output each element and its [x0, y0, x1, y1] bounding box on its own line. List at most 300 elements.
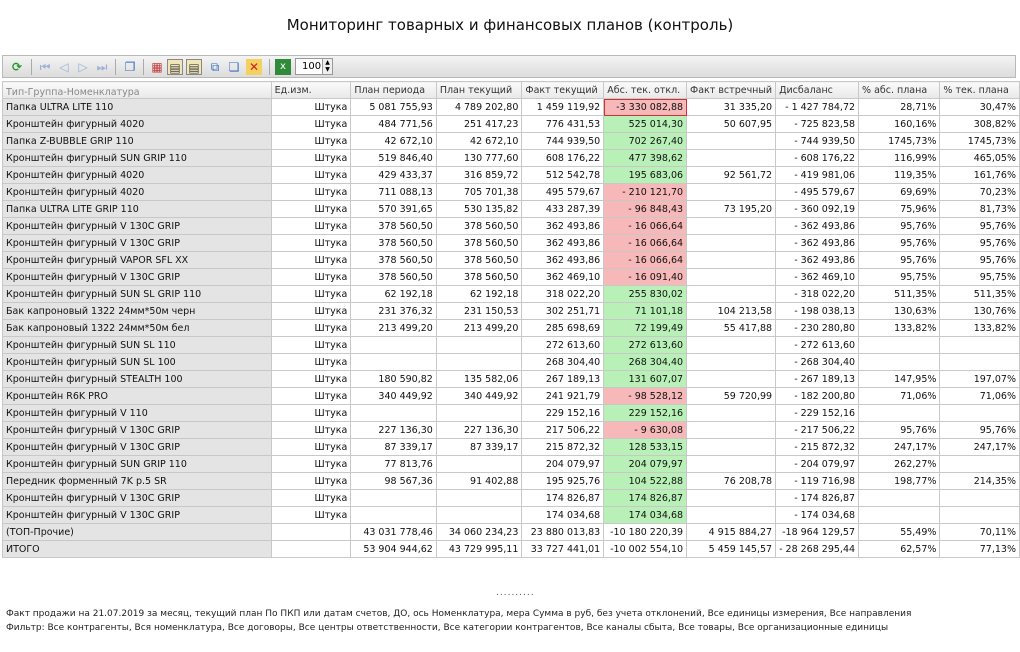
pct-abs-plan-cell — [859, 354, 940, 371]
plan-period-cell: 378 560,50 — [351, 252, 436, 269]
pct-abs-plan-cell: 130,63% — [859, 303, 940, 320]
fact-current-cell: 608 176,22 — [522, 150, 604, 167]
plan-period-cell: 378 560,50 — [351, 218, 436, 235]
pct-cur-plan-cell: 95,76% — [940, 218, 1020, 235]
pct-abs-plan-cell: 28,71% — [859, 99, 940, 116]
pct-abs-plan-cell: 95,76% — [859, 422, 940, 439]
imbalance-cell: - 362 469,10 — [776, 269, 859, 286]
pct-cur-plan-cell: 133,82% — [940, 320, 1020, 337]
toolbar — [2, 55, 1016, 78]
pct-abs-plan-cell: 75,96% — [859, 201, 940, 218]
fact-current-cell: 362 493,86 — [522, 218, 604, 235]
fact-current-cell: 241 921,79 — [522, 388, 604, 405]
plan-current-cell: 43 729 995,11 — [436, 541, 522, 558]
abs-deviation-cell: 174 826,87 — [604, 490, 687, 507]
imbalance-cell: - 204 079,97 — [776, 456, 859, 473]
table-row[interactable] — [3, 286, 1020, 303]
unit-cell: Штука — [271, 303, 351, 320]
unit-cell: Штука — [271, 422, 351, 439]
fact-current-cell: 318 022,20 — [522, 286, 604, 303]
plan-period-cell: 213 499,20 — [351, 320, 436, 337]
unit-cell: Штука — [271, 235, 351, 252]
fact-counter-cell — [687, 507, 776, 524]
print-icon[interactable]: ▤ — [186, 59, 202, 75]
pct-cur-plan-cell: 130,76% — [940, 303, 1020, 320]
imbalance-cell: - 198 038,13 — [776, 303, 859, 320]
fact-counter-cell: 31 335,20 — [687, 99, 776, 116]
fact-current-cell: 174 034,68 — [522, 507, 604, 524]
plan-period-cell: 87 339,17 — [351, 439, 436, 456]
plan-period-cell: 711 088,13 — [351, 184, 436, 201]
imbalance-cell: - 267 189,13 — [776, 371, 859, 388]
unit-cell: Штука — [271, 354, 351, 371]
imbalance-cell: - 362 493,86 — [776, 218, 859, 235]
pct-cur-plan-cell: 77,13% — [940, 541, 1020, 558]
item-name-cell: ИТОГО — [3, 541, 272, 558]
table-row[interactable] — [3, 235, 1020, 252]
unit-cell — [271, 541, 351, 558]
next-page-icon[interactable]: ▷ — [78, 60, 88, 74]
pct-abs-plan-cell: 95,76% — [859, 218, 940, 235]
imbalance-cell: - 1 427 784,72 — [776, 99, 859, 116]
more-indicator: .......... — [496, 588, 535, 598]
fact-counter-cell — [687, 405, 776, 422]
plan-period-cell: 180 590,82 — [351, 371, 436, 388]
imbalance-cell: - 362 493,86 — [776, 252, 859, 269]
table-row[interactable] — [3, 167, 1020, 184]
abs-deviation-cell: - 98 528,12 — [604, 388, 687, 405]
fact-counter-cell: 55 417,88 — [687, 320, 776, 337]
fact-counter-cell — [687, 439, 776, 456]
column-header[interactable]: % тек. плана — [940, 82, 1020, 99]
plan-current-cell — [436, 507, 522, 524]
table-row[interactable] — [3, 507, 1020, 524]
item-name-cell: Кронштейн фигурный SUN SL 100 — [3, 354, 272, 371]
fact-counter-cell: 104 213,58 — [687, 303, 776, 320]
fact-counter-cell: 5 459 145,57 — [687, 541, 776, 558]
plan-period-cell: 98 567,36 — [351, 473, 436, 490]
fact-current-cell: 362 469,10 — [522, 269, 604, 286]
table-row[interactable] — [3, 133, 1020, 150]
pct-cur-plan-cell: 71,06% — [940, 388, 1020, 405]
fact-counter-cell — [687, 133, 776, 150]
fact-counter-cell — [687, 235, 776, 252]
pct-abs-plan-cell — [859, 490, 940, 507]
plan-period-cell: 570 391,65 — [351, 201, 436, 218]
fact-counter-cell: 92 561,72 — [687, 167, 776, 184]
fact-current-cell: 23 880 013,83 — [522, 524, 604, 541]
plan-current-cell: 42 672,10 — [436, 133, 522, 150]
imbalance-cell: - 28 268 295,44 — [776, 541, 859, 558]
pct-abs-plan-cell: 95,76% — [859, 252, 940, 269]
imbalance-cell: - 360 092,19 — [776, 201, 859, 218]
table-row[interactable] — [3, 252, 1020, 269]
table-row[interactable] — [3, 388, 1020, 405]
unit-cell: Штука — [271, 439, 351, 456]
pct-cur-plan-cell: 30,47% — [940, 99, 1020, 116]
window-icon[interactable]: ❏ — [228, 60, 240, 74]
table-row[interactable] — [3, 337, 1020, 354]
fact-current-cell: 267 189,13 — [522, 371, 604, 388]
table-row[interactable] — [3, 371, 1020, 388]
pct-abs-plan-cell: 55,49% — [859, 524, 940, 541]
item-name-cell: Кронштейн фигурный V 130C GRIP — [3, 439, 272, 456]
plan-period-cell: 53 904 944,62 — [351, 541, 436, 558]
plan-current-cell: 340 449,92 — [436, 388, 522, 405]
table-row[interactable] — [3, 201, 1020, 218]
column-header[interactable]: Факт встречный — [687, 82, 776, 99]
table-row[interactable] — [3, 439, 1020, 456]
plan-period-cell: 378 560,50 — [351, 235, 436, 252]
abs-deviation-cell: 255 830,02 — [604, 286, 687, 303]
plan-period-cell: 77 813,76 — [351, 456, 436, 473]
unit-cell: Штука — [271, 456, 351, 473]
pct-cur-plan-cell: 95,76% — [940, 235, 1020, 252]
plan-period-cell: 340 449,92 — [351, 388, 436, 405]
footer-description: Факт продажи на 21.07.2019 за месяц, текущий план По ПКП или датам счетов, ДО, ось Номенклатура, мера Сумма в руб, без учета отклонений, Все единицы измерения, Все направления — [6, 609, 912, 619]
abs-deviation-cell: 104 522,88 — [604, 473, 687, 490]
plan-current-cell: 231 150,53 — [436, 303, 522, 320]
pct-abs-plan-cell: 119,35% — [859, 167, 940, 184]
excel-icon[interactable]: x — [275, 59, 291, 75]
abs-deviation-cell: - 9 630,08 — [604, 422, 687, 439]
pct-cur-plan-cell — [940, 490, 1020, 507]
pct-cur-plan-cell: 161,76% — [940, 167, 1020, 184]
unit-cell: Штука — [271, 473, 351, 490]
unit-cell: Штука — [271, 286, 351, 303]
fact-current-cell: 272 613,60 — [522, 337, 604, 354]
unit-cell: Штука — [271, 490, 351, 507]
item-name-cell: Кронштейн фигурный SUN GRIP 110 — [3, 456, 272, 473]
pct-cur-plan-cell: 70,23% — [940, 184, 1020, 201]
imbalance-cell: - 318 022,20 — [776, 286, 859, 303]
plan-current-cell: 87 339,17 — [436, 439, 522, 456]
header-row — [3, 82, 1020, 99]
item-name-cell: Кронштейн фигурный SUN SL GRIP 110 — [3, 286, 272, 303]
imbalance-cell: - 272 613,60 — [776, 337, 859, 354]
unit-cell: Штука — [271, 218, 351, 235]
imbalance-cell: - 495 579,67 — [776, 184, 859, 201]
fact-current-cell: 433 287,39 — [522, 201, 604, 218]
item-name-cell: Кронштейн фигурный V 130C GRIP — [3, 218, 272, 235]
plan-current-cell: 378 560,50 — [436, 235, 522, 252]
fact-counter-cell — [687, 337, 776, 354]
fact-counter-cell — [687, 150, 776, 167]
toolbar-separator — [31, 59, 32, 75]
fact-current-cell: 744 939,50 — [522, 133, 604, 150]
fact-counter-cell — [687, 269, 776, 286]
plan-current-cell: 130 777,60 — [436, 150, 522, 167]
imbalance-cell: - 215 872,32 — [776, 439, 859, 456]
item-name-cell: Кронштейн фигурный VAPOR SFL XX — [3, 252, 272, 269]
column-header[interactable]: % абс. плана — [859, 82, 940, 99]
plan-period-cell: 227 136,30 — [351, 422, 436, 439]
abs-deviation-cell: 174 034,68 — [604, 507, 687, 524]
imbalance-cell: - 119 716,98 — [776, 473, 859, 490]
item-name-cell: Бак капроновый 1322 24мм*50м черн — [3, 303, 272, 320]
total-row[interactable] — [3, 541, 1020, 558]
abs-deviation-cell: 272 613,60 — [604, 337, 687, 354]
fact-counter-cell: 50 607,95 — [687, 116, 776, 133]
fact-counter-cell: 73 195,20 — [687, 201, 776, 218]
column-header[interactable]: Дисбаланс — [776, 82, 859, 99]
fact-current-cell: 285 698,69 — [522, 320, 604, 337]
abs-deviation-cell: 71 101,18 — [604, 303, 687, 320]
fact-current-cell: 33 727 441,01 — [522, 541, 604, 558]
abs-deviation-cell: 204 079,97 — [604, 456, 687, 473]
plan-current-cell: 378 560,50 — [436, 269, 522, 286]
item-name-cell: Кронштейн фигурный SUN GRIP 110 — [3, 150, 272, 167]
column-header[interactable]: Абс. тек. откл. — [604, 82, 687, 99]
plan-period-cell: 231 376,32 — [351, 303, 436, 320]
item-name-cell: Кронштейн фигурный STEALTH 100 — [3, 371, 272, 388]
item-name-cell: Бак капроновый 1322 24мм*50м бел — [3, 320, 272, 337]
imbalance-cell: - 725 823,58 — [776, 116, 859, 133]
pct-cur-plan-cell: 197,07% — [940, 371, 1020, 388]
plan-current-cell: 91 402,88 — [436, 473, 522, 490]
item-name-cell: Кронштейн фигурный V 130C GRIP — [3, 507, 272, 524]
plan-current-cell: 213 499,20 — [436, 320, 522, 337]
table-row[interactable] — [3, 354, 1020, 371]
table-row[interactable] — [3, 150, 1020, 167]
abs-deviation-cell: - 16 066,64 — [604, 235, 687, 252]
imbalance-cell: - 230 280,80 — [776, 320, 859, 337]
pct-cur-plan-cell: 81,73% — [940, 201, 1020, 218]
abs-deviation-cell: - 96 848,43 — [604, 201, 687, 218]
fact-counter-cell — [687, 286, 776, 303]
item-name-cell: Кронштейн фигурный V 130C GRIP — [3, 269, 272, 286]
pct-cur-plan-cell: 1745,73% — [940, 133, 1020, 150]
plan-period-cell — [351, 507, 436, 524]
fact-current-cell: 217 506,22 — [522, 422, 604, 439]
fact-counter-cell — [687, 490, 776, 507]
abs-deviation-cell: 128 533,15 — [604, 439, 687, 456]
fact-current-cell: 229 152,16 — [522, 405, 604, 422]
table-row[interactable] — [3, 473, 1020, 490]
prev-page-icon[interactable]: ◁ — [59, 60, 69, 74]
pct-cur-plan-cell: 95,76% — [940, 252, 1020, 269]
unit-cell: Штука — [271, 133, 351, 150]
pct-cur-plan-cell — [940, 456, 1020, 473]
item-name-cell: Папка ULTRA LITE GRIP 110 — [3, 201, 272, 218]
abs-deviation-cell: - 16 091,40 — [604, 269, 687, 286]
fact-counter-cell — [687, 456, 776, 473]
plan-period-cell — [351, 490, 436, 507]
fact-current-cell: 1 459 119,92 — [522, 99, 604, 116]
refresh-icon[interactable]: ⟳ — [11, 60, 23, 74]
unit-cell: Штука — [271, 405, 351, 422]
pct-cur-plan-cell: 95,76% — [940, 422, 1020, 439]
pct-cur-plan-cell: 465,05% — [940, 150, 1020, 167]
fact-counter-cell — [687, 371, 776, 388]
plan-current-cell: 62 192,18 — [436, 286, 522, 303]
fact-counter-cell: 4 915 884,27 — [687, 524, 776, 541]
item-name-cell: Кронштейн фигурный V 130C GRIP — [3, 235, 272, 252]
copy-icon[interactable]: ❐ — [124, 60, 136, 74]
unit-cell: Штука — [271, 388, 351, 405]
imbalance-cell: - 268 304,40 — [776, 354, 859, 371]
pct-abs-plan-cell — [859, 337, 940, 354]
abs-deviation-cell: 195 683,06 — [604, 167, 687, 184]
abs-deviation-cell: 477 398,62 — [604, 150, 687, 167]
pct-abs-plan-cell: 95,75% — [859, 269, 940, 286]
fact-current-cell: 362 493,86 — [522, 235, 604, 252]
unit-cell: Штука — [271, 116, 351, 133]
abs-deviation-cell: - 16 066,64 — [604, 218, 687, 235]
fact-counter-cell: 76 208,78 — [687, 473, 776, 490]
item-name-cell: (ТОП-Прочие) — [3, 524, 272, 541]
unit-cell: Штука — [271, 150, 351, 167]
fact-current-cell: 268 304,40 — [522, 354, 604, 371]
abs-deviation-cell: 229 152,16 — [604, 405, 687, 422]
pct-abs-plan-cell: 147,95% — [859, 371, 940, 388]
imbalance-cell: - 182 200,80 — [776, 388, 859, 405]
item-name-cell: Папка ULTRA LITE 110 — [3, 99, 272, 116]
table-row[interactable] — [3, 303, 1020, 320]
pct-cur-plan-cell: 247,17% — [940, 439, 1020, 456]
zoom-value: 100 — [302, 61, 322, 72]
page-title: Мониторинг товарных и финансовых планов (контроль) — [286, 16, 734, 34]
unit-cell: Штука — [271, 371, 351, 388]
table-row[interactable] — [3, 490, 1020, 507]
zoom-input[interactable] — [295, 58, 333, 75]
item-name-cell: Кронштейн фигурный V 130C GRIP — [3, 490, 272, 507]
abs-deviation-cell: 268 304,40 — [604, 354, 687, 371]
abs-deviation-cell: 131 607,07 — [604, 371, 687, 388]
print-preview-icon[interactable]: ▤ — [167, 59, 183, 75]
table-row[interactable] — [3, 218, 1020, 235]
item-name-cell: Кронштейн R6K PRO — [3, 388, 272, 405]
plan-current-cell — [436, 337, 522, 354]
abs-deviation-cell: - 210 121,70 — [604, 184, 687, 201]
imbalance-cell: - 744 939,50 — [776, 133, 859, 150]
pct-abs-plan-cell: 116,99% — [859, 150, 940, 167]
unit-cell: Штука — [271, 99, 351, 116]
fact-counter-cell: 59 720,99 — [687, 388, 776, 405]
footer-filter: Фильтр: Все контрагенты, Вся номенклатура, Все договоры, Все центры ответственности, Все категории контрагентов, Все каналы сбыта, Все товары, Все организационные единицы — [6, 623, 889, 633]
item-name-cell: Кронштейн фигурный SUN SL 110 — [3, 337, 272, 354]
toolbar-separator — [269, 59, 270, 75]
plan-current-cell: 34 060 234,23 — [436, 524, 522, 541]
item-name-cell: Кронштейн фигурный 4020 — [3, 116, 272, 133]
pct-abs-plan-cell: 198,77% — [859, 473, 940, 490]
imbalance-cell: - 362 493,86 — [776, 235, 859, 252]
column-header[interactable]: План периода — [351, 82, 436, 99]
fact-counter-cell — [687, 354, 776, 371]
pct-abs-plan-cell: 133,82% — [859, 320, 940, 337]
fact-current-cell: 776 431,53 — [522, 116, 604, 133]
plan-current-cell: 135 582,06 — [436, 371, 522, 388]
item-name-cell: Папка Z-BUBBLE GRIP 110 — [3, 133, 272, 150]
column-header[interactable]: План текущий — [436, 82, 522, 99]
fact-current-cell: 495 579,67 — [522, 184, 604, 201]
pct-abs-plan-cell: 95,76% — [859, 235, 940, 252]
table-row[interactable] — [3, 456, 1020, 473]
pct-abs-plan-cell: 511,35% — [859, 286, 940, 303]
table-row[interactable] — [3, 99, 1020, 116]
data-grid — [2, 81, 1020, 558]
item-name-cell: Передник форменный 7K p.5 SR — [3, 473, 272, 490]
pct-cur-plan-cell — [940, 337, 1020, 354]
plan-current-cell: 530 135,82 — [436, 201, 522, 218]
fact-current-cell: 362 493,86 — [522, 252, 604, 269]
plan-current-cell — [436, 405, 522, 422]
column-header[interactable]: Ед.изм. — [271, 82, 351, 99]
pct-abs-plan-cell: 160,16% — [859, 116, 940, 133]
fact-current-cell: 512 542,78 — [522, 167, 604, 184]
unit-cell: Штука — [271, 252, 351, 269]
table-row[interactable] — [3, 422, 1020, 439]
unit-cell: Штука — [271, 507, 351, 524]
unit-cell: Штука — [271, 320, 351, 337]
plan-current-cell: 251 417,23 — [436, 116, 522, 133]
plan-period-cell — [351, 337, 436, 354]
imbalance-cell: - 608 176,22 — [776, 150, 859, 167]
plan-period-cell: 62 192,18 — [351, 286, 436, 303]
export-icon[interactable]: ⧉ — [210, 60, 220, 74]
pct-cur-plan-cell: 214,35% — [940, 473, 1020, 490]
toolbar-separator — [143, 59, 144, 75]
plan-period-cell: 429 433,37 — [351, 167, 436, 184]
pct-abs-plan-cell: 71,06% — [859, 388, 940, 405]
table-settings-icon[interactable]: ▦ — [151, 60, 163, 74]
plan-period-cell: 5 081 755,93 — [351, 99, 436, 116]
pct-cur-plan-cell — [940, 354, 1020, 371]
clear-filter-icon[interactable]: ✕ — [246, 59, 262, 75]
plan-current-cell — [436, 456, 522, 473]
plan-current-cell: 705 701,38 — [436, 184, 522, 201]
fact-counter-cell — [687, 422, 776, 439]
table-row[interactable] — [3, 524, 1020, 541]
fact-current-cell: 215 872,32 — [522, 439, 604, 456]
pct-abs-plan-cell — [859, 507, 940, 524]
table-row[interactable] — [3, 116, 1020, 133]
pct-abs-plan-cell — [859, 405, 940, 422]
pct-abs-plan-cell: 62,57% — [859, 541, 940, 558]
column-header[interactable]: Тип-Группа-Номенклатура — [3, 82, 272, 99]
table-row[interactable] — [3, 184, 1020, 201]
abs-deviation-cell: 525 014,30 — [604, 116, 687, 133]
plan-current-cell — [436, 354, 522, 371]
plan-current-cell: 316 859,72 — [436, 167, 522, 184]
table-row[interactable] — [3, 320, 1020, 337]
plan-current-cell: 4 789 202,80 — [436, 99, 522, 116]
plan-period-cell — [351, 354, 436, 371]
last-page-icon[interactable]: ⏭ — [96, 60, 108, 74]
unit-cell — [271, 524, 351, 541]
pct-cur-plan-cell: 511,35% — [940, 286, 1020, 303]
abs-deviation-cell: 702 267,40 — [604, 133, 687, 150]
unit-cell: Штука — [271, 184, 351, 201]
imbalance-cell: - 229 152,16 — [776, 405, 859, 422]
fact-counter-cell — [687, 252, 776, 269]
table-row[interactable] — [3, 269, 1020, 286]
pct-cur-plan-cell — [940, 507, 1020, 524]
pct-cur-plan-cell: 95,75% — [940, 269, 1020, 286]
imbalance-cell: - 174 034,68 — [776, 507, 859, 524]
pct-cur-plan-cell: 308,82% — [940, 116, 1020, 133]
plan-period-cell: 378 560,50 — [351, 269, 436, 286]
pct-abs-plan-cell: 247,17% — [859, 439, 940, 456]
table-row[interactable] — [3, 405, 1020, 422]
imbalance-cell: - 419 981,06 — [776, 167, 859, 184]
zoom-spinner-icon[interactable]: ▲ ▼ — [322, 59, 332, 74]
unit-cell: Штука — [271, 201, 351, 218]
first-page-icon[interactable]: ⏮ — [39, 60, 51, 74]
imbalance-cell: -18 964 129,57 — [776, 524, 859, 541]
plan-period-cell: 42 672,10 — [351, 133, 436, 150]
column-header[interactable]: Факт текущий — [522, 82, 604, 99]
